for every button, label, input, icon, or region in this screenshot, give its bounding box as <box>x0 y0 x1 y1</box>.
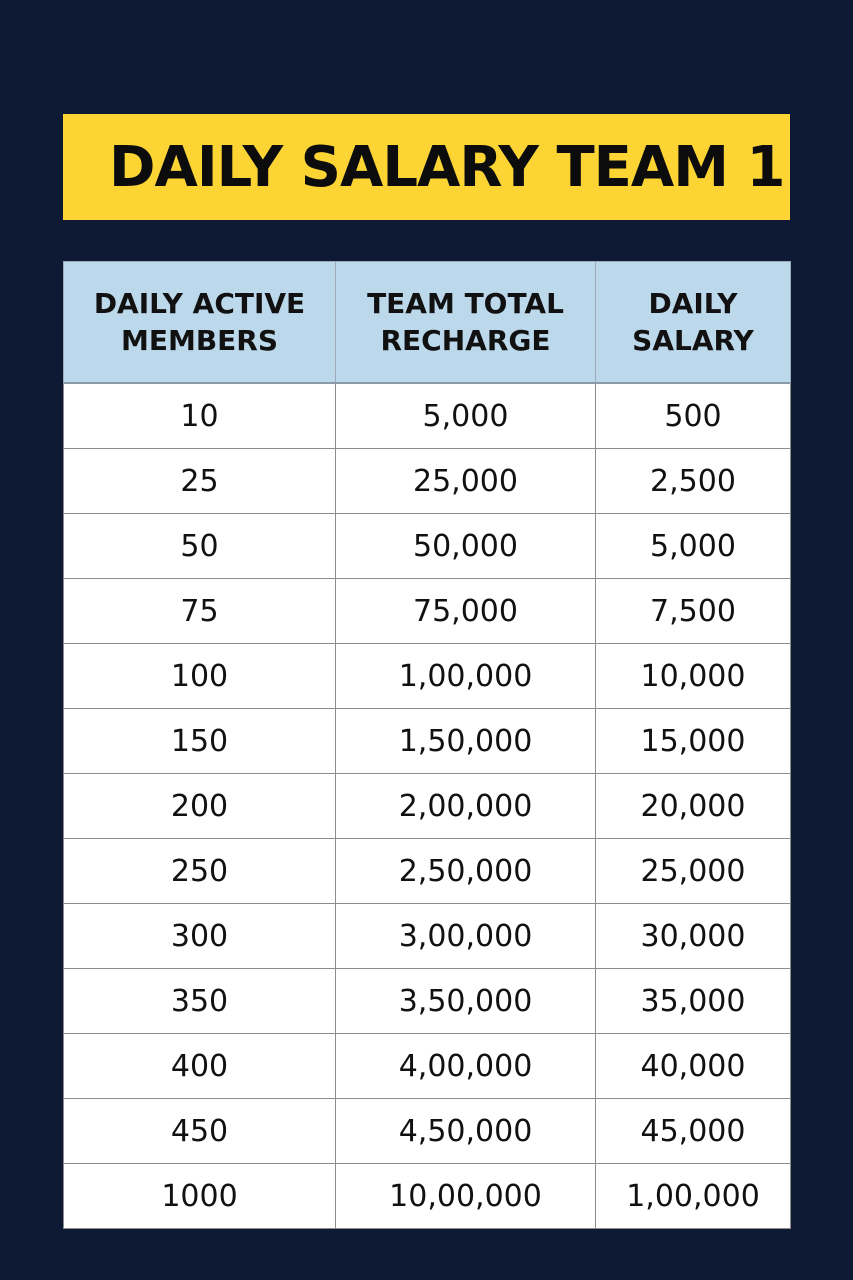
cell-recharge: 25,000 <box>336 449 596 514</box>
header-daily-active-members <box>64 262 336 384</box>
cell-recharge: 2,00,000 <box>336 774 596 839</box>
page-title: DAILY SALARY TEAM 1 <box>109 134 785 200</box>
cell-members: 25 <box>64 449 336 514</box>
header-team-total-recharge <box>336 262 596 384</box>
header-line: SALARY <box>632 324 754 357</box>
table-row <box>64 969 791 1034</box>
cell-recharge: 5,000 <box>336 383 596 449</box>
cell-members: 300 <box>64 904 336 969</box>
cell-members: 75 <box>64 579 336 644</box>
cell-recharge: 2,50,000 <box>336 839 596 904</box>
table-row <box>64 904 791 969</box>
cell-recharge: 3,00,000 <box>336 904 596 969</box>
cell-recharge: 3,50,000 <box>336 969 596 1034</box>
cell-recharge: 4,00,000 <box>336 1034 596 1099</box>
cell-members: 200 <box>64 774 336 839</box>
table-row <box>64 1099 791 1164</box>
cell-salary: 1,00,000 <box>596 1164 791 1229</box>
cell-members: 450 <box>64 1099 336 1164</box>
header-line: DAILY <box>648 287 738 320</box>
cell-salary: 40,000 <box>596 1034 791 1099</box>
cell-members: 1000 <box>64 1164 336 1229</box>
cell-salary: 20,000 <box>596 774 791 839</box>
header-line: RECHARGE <box>380 324 551 357</box>
table-row <box>64 449 791 514</box>
title-banner <box>63 114 790 220</box>
cell-salary: 25,000 <box>596 839 791 904</box>
cell-recharge: 75,000 <box>336 579 596 644</box>
table-row <box>64 774 791 839</box>
cell-salary: 35,000 <box>596 969 791 1034</box>
table-row <box>64 1034 791 1099</box>
cell-recharge: 50,000 <box>336 514 596 579</box>
table-row <box>64 1164 791 1229</box>
cell-members: 350 <box>64 969 336 1034</box>
cell-salary: 2,500 <box>596 449 791 514</box>
cell-salary: 30,000 <box>596 904 791 969</box>
table-header-row <box>64 262 791 384</box>
salary-table <box>63 261 791 1229</box>
cell-salary: 5,000 <box>596 514 791 579</box>
cell-recharge: 4,50,000 <box>336 1099 596 1164</box>
table-row <box>64 709 791 774</box>
cell-members: 150 <box>64 709 336 774</box>
table-row <box>64 514 791 579</box>
header-line: MEMBERS <box>120 324 279 357</box>
cell-members: 10 <box>64 383 336 449</box>
cell-recharge: 1,00,000 <box>336 644 596 709</box>
cell-members: 400 <box>64 1034 336 1099</box>
table-row <box>64 839 791 904</box>
cell-recharge: 1,50,000 <box>336 709 596 774</box>
cell-recharge: 10,00,000 <box>336 1164 596 1229</box>
cell-salary: 7,500 <box>596 579 791 644</box>
cell-members: 250 <box>64 839 336 904</box>
cell-salary: 15,000 <box>596 709 791 774</box>
table-row <box>64 383 791 449</box>
cell-members: 50 <box>64 514 336 579</box>
table-row <box>64 579 791 644</box>
cell-salary: 500 <box>596 383 791 449</box>
cell-members: 100 <box>64 644 336 709</box>
table-row <box>64 644 791 709</box>
header-line: TEAM TOTAL <box>367 287 564 320</box>
cell-salary: 10,000 <box>596 644 791 709</box>
header-line: DAILY ACTIVE <box>93 287 306 320</box>
header-daily-salary <box>596 262 791 384</box>
cell-salary: 45,000 <box>596 1099 791 1164</box>
